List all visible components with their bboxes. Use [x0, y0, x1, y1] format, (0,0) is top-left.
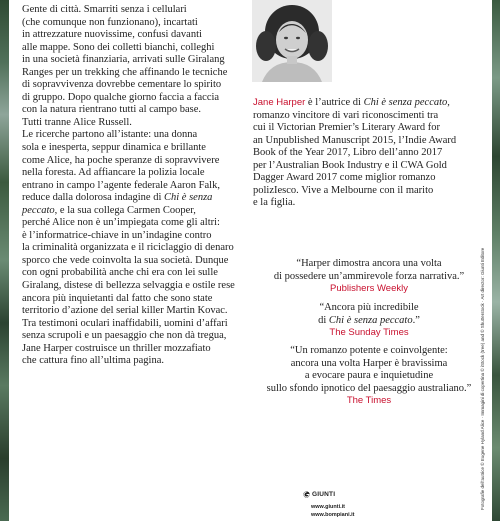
- bio-line: per l’Australian Book Industry e il CWA Gold: [253, 159, 447, 171]
- synopsis-line: in una società finanziaria, arrivati sulle Giralang: [22, 54, 225, 66]
- publisher-brand: [303, 491, 335, 498]
- bio-line: Dagger Award 2017 come miglior romanzo: [253, 172, 436, 184]
- bio-line: cui il Victorian Premier’s Literary Award for: [253, 122, 440, 134]
- review-quote-2: [258, 302, 480, 340]
- author-portrait-icon: [252, 0, 332, 82]
- synopsis-line: entrano in campo l’agente federale Aaron Falk,: [22, 179, 220, 191]
- bio-line: Book of the Year 2017, Libro dell’anno 2017: [253, 147, 443, 159]
- synopsis-line: Ranges per un trekking che affinando le tecniche: [22, 66, 228, 78]
- synopsis-line: come Alice, ha poche speranze di sopravvivere: [22, 154, 220, 166]
- photo-credit: [480, 247, 494, 510]
- synopsis-line: alle mappe. Sono dei colletti bianchi, colleghi: [22, 41, 215, 53]
- bio-line: polizIesco. Vive a Melbourne con il marito: [253, 184, 434, 196]
- forest-edge-left: [0, 0, 9, 521]
- synopsis-line: la criminalità organizzata e il riciclaggio di denaro: [22, 242, 234, 254]
- url-bompiani[interactable]: www.bompiani.it: [311, 512, 355, 518]
- bio-line: Jane Harper è l’autrice di Chi è senza peccato,: [253, 97, 450, 108]
- review-quote-3: [258, 345, 480, 408]
- photo-credit-text: Fotografie dell’autrice © Eugene Hyland Alice · Immagini di copertina © iStock (tree) and © Shutterstock · Art director: Giunti Editore: [480, 247, 485, 510]
- giunti-logo-icon: [303, 491, 310, 498]
- synopsis-line: di gruppo. Dopo qualche giorno faccia a faccia: [22, 91, 220, 103]
- synopsis-line: sporco che vede coinvolta la sua società. Dunque: [22, 254, 229, 266]
- bio-line: e la figlia.: [253, 197, 296, 209]
- quote-line: sullo sfondo ipnotico del paesaggio australiano.”: [266, 382, 472, 394]
- author-portrait-image: [252, 0, 332, 82]
- synopsis-line: perché Alice non è un’impiegata come gli altri:: [22, 217, 220, 229]
- synopsis-line: Tutti tranne Alice Russell.: [22, 116, 132, 128]
- author-name: Jane Harper: [253, 97, 306, 108]
- synopsis-line: è l’informatrice-chiave in un’indagine contro: [22, 229, 212, 241]
- synopsis-line: in attrezzature nuovissime, confusi davanti: [22, 29, 202, 41]
- quote-line: “Ancora più incredibile: [319, 302, 419, 313]
- synopsis-line: reduce dalla dolorosa indagine di Chi è senza: [22, 192, 213, 204]
- synopsis-line: Giralang, distese di bellezza selvaggia e ostile rese: [22, 280, 235, 292]
- synopsis-line: sola e inesperta, seppur dinamica e brillante: [22, 142, 206, 154]
- synopsis-line: Jane Harper costruisce un thriller mozzafiato: [22, 342, 211, 354]
- synopsis-line: peccato, e la sua collega Carmen Cooper,: [22, 204, 196, 216]
- synopsis-line: con la natura rientrano tutti al campo base.: [22, 104, 202, 116]
- quote-line: “Un romanzo potente e coinvolgente:: [290, 345, 448, 356]
- review-quote-1: [258, 258, 480, 296]
- url-giunti[interactable]: www.giunti.it: [311, 504, 346, 510]
- synopsis-line: nella foresta. Ad affiancare la polizia locale: [22, 167, 205, 179]
- synopsis-line: ancora più inquietanti dal fatto che sono state: [22, 292, 213, 304]
- publisher-urls: [311, 503, 355, 519]
- synopsis-line: territorio d’azione del serial killer Martin Kovac.: [22, 305, 228, 317]
- quote-line: a evocare paura e inquietudine: [304, 370, 434, 382]
- synopsis-line: di sopravvivenza dovrebbe cementare lo spirito: [22, 79, 222, 91]
- quote-source: The Sunday Times: [329, 327, 409, 339]
- synopsis-line: Gente di città. Smarriti senza i cellulari: [22, 4, 187, 15]
- synopsis-line: senza scrupoli e un paesaggio che non dà tregua,: [22, 330, 227, 342]
- publisher-name: GIUNTI: [312, 491, 336, 498]
- author-bio: [253, 97, 489, 210]
- quote-line: “Harper dimostra ancora una volta: [296, 258, 442, 269]
- synopsis-line: Le ricerche partono all’istante: una donna: [22, 129, 198, 141]
- quote-line: di Chi è senza peccato.”: [318, 314, 420, 326]
- quote-source: Publishers Weekly: [330, 283, 408, 295]
- synopsis-line: Tra testimoni oculari inaffidabili, uomini d’affari: [22, 317, 228, 329]
- synopsis-text: [22, 4, 254, 368]
- synopsis-line: con ogni probabilità anche chi era con lei sulle: [22, 267, 218, 279]
- bio-line: romanzo vincitore di vari riconoscimenti tra: [253, 109, 439, 121]
- quote-source: The Times: [346, 395, 392, 407]
- quote-line: ancora una volta Harper è bravissima: [290, 357, 448, 369]
- synopsis-line: (che comunque non funzionano), incartati: [22, 16, 198, 28]
- quote-line: di possedere un’ammirevole forza narrativa.”: [273, 270, 465, 282]
- synopsis-line: che cattura fino all’ultima pagina.: [22, 355, 164, 367]
- bio-line: an Unpublished Manuscript 2015, l’Indie Award: [253, 134, 457, 146]
